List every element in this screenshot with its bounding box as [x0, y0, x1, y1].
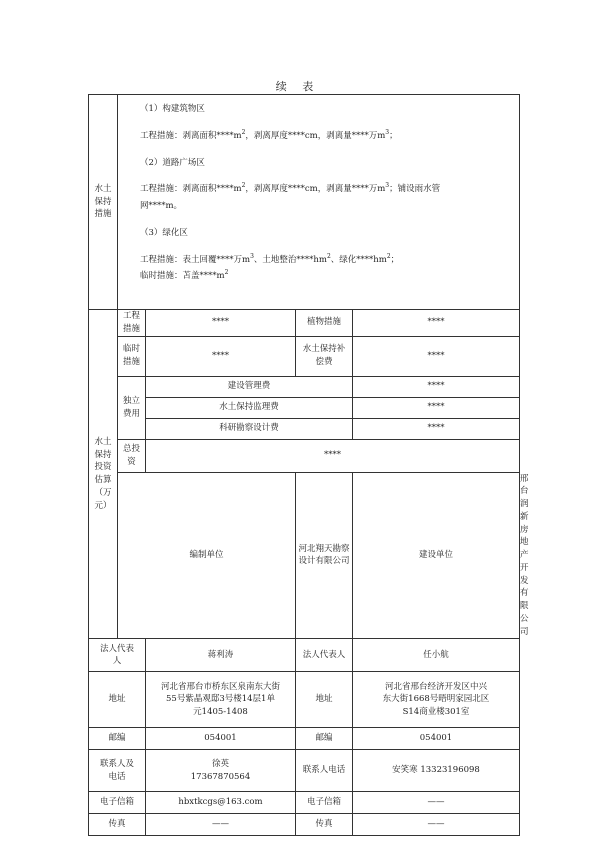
- contact-label-line: 联系人及: [99, 759, 134, 769]
- fax-left: ——: [146, 814, 296, 836]
- email-label-right: 电子信箱: [296, 792, 353, 814]
- legal-rep-label-line: 法人代表: [99, 643, 134, 654]
- independent-item-label: 建设管理费: [146, 376, 353, 397]
- address-label-right: 地址: [296, 672, 353, 728]
- address-right: [353, 672, 520, 728]
- address-left-line: 55号紫晶观邸3号楼14层1单: [166, 694, 275, 705]
- address-left: [146, 672, 296, 728]
- compensation-label-line: 偿费: [315, 357, 333, 367]
- independent-label: [118, 376, 146, 439]
- engineering-label-line: 措施: [122, 323, 140, 334]
- contact-label-right: 联系人电话: [296, 750, 353, 792]
- measure-line: 网****m。: [140, 201, 183, 211]
- contact-right: 安笑寒 13323196098: [353, 750, 520, 792]
- compiler-label: 编制单位: [118, 472, 296, 639]
- compensation-value: ****: [353, 336, 520, 376]
- address-label: 地址: [89, 672, 146, 728]
- engineering-label-line: 工程: [122, 311, 140, 321]
- postcode-label-right: 邮编: [296, 728, 353, 750]
- email-label: 电子信箱: [89, 792, 146, 814]
- independent-label-line: 独立: [122, 395, 140, 406]
- address-right-line: 河北省邢台经济开发区中兴: [384, 681, 487, 692]
- independent-item-label: 科研勘察设计费: [146, 418, 353, 439]
- soil-measures-content: [118, 95, 520, 310]
- temporary-label-line: 措施: [122, 357, 140, 367]
- investment-label-line: 投资: [94, 462, 112, 473]
- independent-item-label: 水土保持监理费: [146, 397, 353, 418]
- contact-left-name: 徐英: [211, 759, 229, 769]
- temporary-value: ****: [146, 336, 296, 376]
- total-label: [118, 439, 146, 472]
- info-table: 水土 保持 措施 （1）构建筑物区 工程措施：剥离面积$****m^2$，剥离厚度****cm，剥离量****万$m^3$； （2）道路广场区 工程措施：剥离面积$****m^2$，剥离厚度****cm，剥离量****万$m^3$；铺设雨水管 网****m。 （3）绿化区 工程措施：表土回覆****万$m^3$、土地整治$****hm^2$、绿化$****hm^2$； 临时措施：苫盖$****m^2$ 水土 保持 投资 估算 （万 元） 工程 措施 **** 植物措施 **** 临时 措施 **** 水土保持补 偿费 **** 独立 费用 建设管理费 **** 水土保持监理费 **** 科研勘察设计费 **** 总投 资 **** 编制单位 河北翔天勘察设计有限公司 建设单位 邢台润新房地产开发有限公 司 法人代表 人 蒋利涛 法人代表人 任小航 地址 河北省邢台市桥东区泉南东大街 55号紫晶观邸3号楼14层1单 元1405-1408 地址 河北省邢台经济开发区中兴 东大街1668号晤明家园北区 S14商业楼301室 邮编 054001 邮编 054001 联系人及 电话 徐英 17367870564 联系人电话 安笑寒 13323196098 电子信箱 hbxtkcgs@163.com 电子信箱 —— 传真 —— 传真 ——: [88, 94, 520, 836]
- measure-heading: （1）构建筑物区: [140, 104, 205, 114]
- independent-item-value: ****: [353, 376, 520, 397]
- independent-item-value: ****: [353, 397, 520, 418]
- investment-label-line: 元）: [94, 500, 112, 511]
- measure-line: 工程措施：剥离面积$****m^2$，剥离厚度****cm，剥离量****万$m^3$；铺设雨水管: [140, 182, 441, 195]
- contact-label-line: 电话: [108, 771, 126, 782]
- measure-line: 临时措施：苫盖$****m^2$: [140, 269, 229, 282]
- investment-label-line: 估算: [94, 475, 112, 486]
- legal-rep-right: 任小航: [353, 639, 520, 672]
- total-label-line: 资: [127, 456, 136, 467]
- compiler-value: 河北翔天勘察设计有限公司: [296, 472, 353, 639]
- soil-label-line: 水土: [94, 183, 112, 194]
- legal-rep-label-right: 法人代表人: [296, 639, 353, 672]
- measure-heading: （2）道路广场区: [140, 157, 205, 168]
- fax-right: ——: [353, 814, 520, 836]
- page-title: 续 表: [275, 80, 320, 93]
- legal-rep-left: 蒋利涛: [146, 639, 296, 672]
- contact-label: [89, 750, 146, 792]
- temporary-label-line: 临时: [122, 344, 140, 355]
- independent-item-value: ****: [353, 418, 520, 439]
- contact-left-phone: 17367870564: [190, 771, 251, 782]
- compensation-label: [296, 336, 353, 376]
- measure-line: 工程措施：表土回覆****万$m^3$、土地整治$****hm^2$、绿化$****hm^2$；: [140, 252, 400, 265]
- plant-label: 植物措施: [296, 310, 353, 337]
- address-left-line: 河北省邢台市桥东区泉南东大街: [160, 681, 280, 692]
- soil-label-line: 措施: [94, 209, 112, 220]
- builder-label: 建设单位: [353, 472, 520, 639]
- temporary-label: [118, 336, 146, 376]
- address-right-line: S14商业楼301室: [402, 707, 470, 718]
- compensation-label-line: 水土保持补: [302, 344, 346, 355]
- total-value: ****: [146, 439, 520, 472]
- investment-label-line: （万: [94, 487, 112, 498]
- fax-label: 传真: [89, 814, 146, 836]
- plant-value: ****: [353, 310, 520, 337]
- total-label-line: 总投: [122, 443, 140, 454]
- investment-label-line: 保持: [94, 449, 112, 460]
- measure-heading: （3）绿化区: [140, 227, 188, 238]
- independent-label-line: 费用: [122, 408, 140, 419]
- soil-label-line: 保持: [94, 196, 112, 207]
- postcode-label: 邮编: [89, 728, 146, 750]
- address-right-line: 东大街1668号晤明家园北区: [382, 694, 490, 705]
- postcode-left: 054001: [146, 728, 296, 750]
- investment-label-line: 水土: [94, 436, 112, 447]
- fax-label-right: 传真: [296, 814, 353, 836]
- email-right: ——: [353, 792, 520, 814]
- legal-rep-label: [89, 639, 146, 672]
- contact-left: [146, 750, 296, 792]
- email-left: hbxtkcgs@163.com: [146, 792, 296, 814]
- postcode-right: 054001: [353, 728, 520, 750]
- investment-label: [89, 310, 118, 639]
- engineering-label: [118, 310, 146, 337]
- soil-measures-label: [89, 95, 118, 310]
- measure-line: 工程措施：剥离面积$****m^2$，剥离厚度****cm，剥离量****万$m^3$；: [140, 128, 398, 141]
- address-left-line: 元1405-1408: [193, 707, 248, 718]
- engineering-value: ****: [146, 310, 296, 337]
- legal-rep-label-line: 人: [112, 656, 122, 667]
